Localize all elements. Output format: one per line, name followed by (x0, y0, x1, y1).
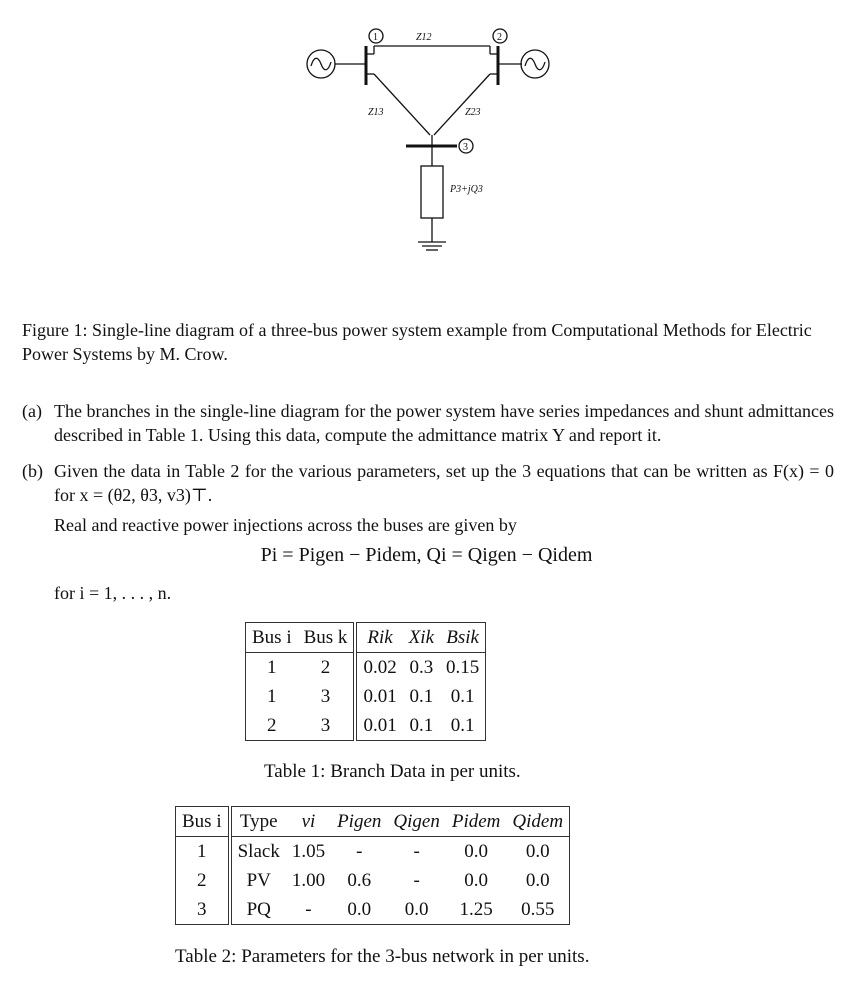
figure-caption: Figure 1: Single-line diagram of a three-bus power system example from Computational Methods for Electric Power Systems by M. Crow. (22, 320, 812, 364)
bus-2-number: 2 (497, 32, 502, 43)
table-header-row (176, 807, 570, 837)
table-header: Qigen (387, 807, 445, 837)
table-row (246, 682, 486, 711)
table-2-caption: Table 2: Parameters for the 3-bus network in per units. (175, 946, 590, 967)
table-cell: 0.0 (404, 898, 429, 920)
table-cell: 3 (298, 682, 356, 711)
table-row (176, 837, 570, 867)
table-cell: 0.0 (464, 869, 488, 891)
table-cell: 1 (176, 837, 230, 867)
table-header: Type (230, 807, 286, 837)
z13-label: Z13 (368, 107, 384, 118)
table-cell: 0.15 (446, 656, 480, 678)
table-cell: 0.3 (409, 656, 434, 678)
table-row (176, 895, 570, 925)
table-cell: - (413, 869, 420, 891)
table-cell: 3 (298, 711, 356, 741)
table-cell: 2 (267, 714, 277, 736)
table-cell: 0.0 (525, 840, 550, 862)
table-row (246, 711, 486, 741)
table-cell: 3 (176, 895, 230, 925)
table-cell: PQ (246, 898, 271, 920)
table-header: Bus k (298, 623, 356, 653)
question-b-text2: Real and reactive power injections across the buses are given by (54, 515, 517, 535)
question-b-label: (b) (22, 461, 43, 481)
table-cell: 0.1 (450, 685, 475, 707)
table-cell: 0.55 (521, 898, 555, 920)
table-cell: 2 (176, 866, 230, 895)
table-cell: 0.0 (464, 840, 488, 862)
table-header: Rik (355, 623, 402, 653)
load-icon (421, 166, 443, 218)
table-cell: 2 (298, 653, 356, 683)
table-header: Bus i (246, 623, 298, 653)
single-line-diagram (0, 0, 853, 280)
z23-label: Z23 (465, 107, 481, 118)
table-row (246, 653, 486, 683)
for-i-text: for i = 1, . . . , n. (54, 583, 172, 603)
question-a-label: (a) (22, 401, 42, 421)
z12-label: Z12 (416, 32, 432, 43)
table-cell: 1.05 (291, 840, 326, 862)
question-a (22, 399, 834, 447)
table-cell: 0.1 (450, 714, 475, 736)
table-cell: 0.01 (363, 685, 397, 707)
table-cell: PV (246, 869, 271, 891)
bus-3-number: 3 (463, 142, 468, 153)
branch-data-table (245, 622, 486, 741)
table-header: Qidem (506, 807, 569, 837)
table-header: Xik (403, 623, 440, 653)
table-cell: 1 (267, 685, 277, 707)
table-cell: Slack (237, 840, 280, 862)
table-cell: 0.6 (347, 869, 372, 891)
load-label: P3+jQ3 (450, 184, 483, 195)
table-header: Bsik (440, 623, 486, 653)
table-cell: 1.25 (459, 898, 493, 920)
table-cell: 0.02 (363, 656, 397, 678)
table-cell: - (356, 840, 363, 862)
table-row (176, 866, 570, 895)
table-cell: - (413, 840, 420, 862)
table-header: Bus i (176, 807, 230, 837)
table-1-caption: Table 1: Branch Data in per units. (264, 761, 521, 782)
table-cell: 0.1 (409, 685, 434, 707)
bus-parameters-table (175, 806, 570, 925)
question-b-text: Given the data in Table 2 for the various parameters, set up the 3 equations that can be written as F(x) = 0 for x = (θ2, θ3, v3)⊤. (54, 461, 834, 505)
question-a-text: The branches in the single-line diagram for the power system have series impedances and shunt admittances described in Table 1. Using this data, compute the admittance matrix Y and report it. (54, 401, 834, 445)
table-cell: 0.1 (409, 714, 434, 736)
table-cell: 1 (267, 656, 277, 678)
table-cell: 1.00 (291, 869, 326, 891)
table-header: vi (286, 807, 331, 837)
table-header: Pigen (331, 807, 387, 837)
table-cell: 0.01 (363, 714, 397, 736)
table-header: Pidem (446, 807, 507, 837)
table-cell: - (305, 898, 312, 920)
table-header-row (246, 623, 486, 653)
question-b (22, 459, 834, 537)
table-cell: 0.0 (347, 898, 372, 920)
bus-1-number: 1 (373, 32, 378, 43)
table-cell: 0.0 (525, 869, 550, 891)
power-injection-equation: Pi = Pigen − Pidem, Qi = Qigen − Qidem (260, 544, 593, 566)
